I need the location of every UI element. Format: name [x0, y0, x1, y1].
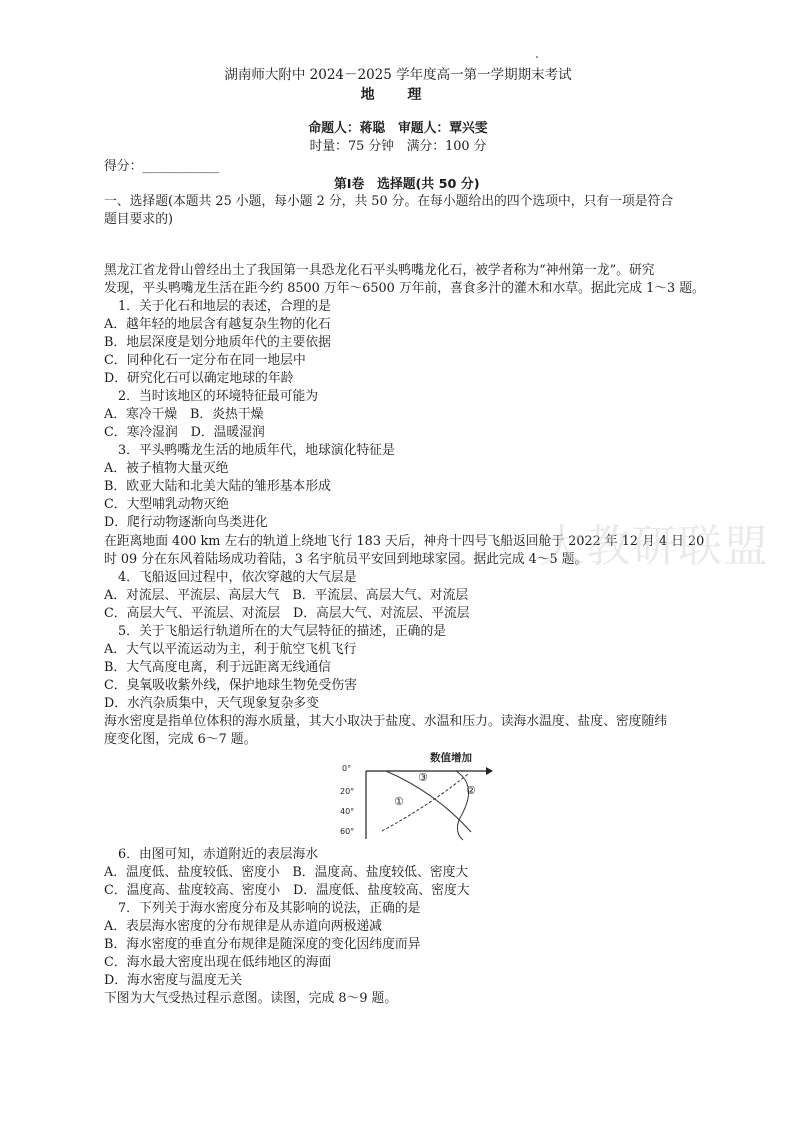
passage-1-line-1: 黑龙江省龙骨山曾经出土了我国第一具恐龙化石平头鸭嘴龙化石，被学者称为“神州第一龙”。研究 — [104, 263, 655, 278]
q5-option-b: B．大气高度电离，利于远距离无线通信 — [104, 660, 331, 675]
q7-option-b: B．海水密度的垂直分布规律是随深度的变化因纬度而异 — [104, 937, 421, 952]
curve-label-3: ③ — [418, 771, 428, 784]
q1-option-c: C．同种化石一定分布在同一地层中 — [104, 353, 306, 368]
q1-stem: 1．关于化石和地层的表述，合理的是 — [118, 299, 331, 314]
passage-4-line-1: 下图为大气受热过程示意图。读图，完成 8～9 题。 — [104, 991, 398, 1006]
passage-1-line-2: 发现，平头鸭嘴龙生活在距今约 8500 万年～6500 万年前，喜食多汁的灌木和水草。据此完成 1～3 题。 — [104, 281, 705, 296]
passage-3-line-2: 度变化图，完成 6～7 题。 — [104, 732, 257, 747]
lat-label-60: 60° — [340, 827, 355, 836]
q5-stem: 5．关于飞船运行轨道所在的大气层特征的描述，正确的是 — [118, 624, 447, 639]
q6-options-ab: A．温度低、盐度较低、密度小 B．温度高、盐度较低、密度大 — [104, 865, 469, 880]
exam-title: 湖南师大附中 2024－2025 学年度高一第一学期期末考试 — [224, 67, 572, 83]
q2-options-ab: A．寒冷干燥 B．炎热干燥 — [104, 407, 264, 422]
q3-option-a: A．被子植物大量灭绝 — [104, 461, 229, 476]
lat-label-40: 40° — [340, 807, 355, 816]
q2-stem: 2．当时该地区的环境特征最可能为 — [118, 389, 319, 404]
q6-options-cd: C．温度高、盐度较高、密度小 D．温度低、盐度较高、密度大 — [104, 883, 470, 898]
curve-label-1: ① — [394, 795, 404, 808]
passage-3-line-1: 海水密度是指单位体积的海水质量，其大小取决于盐度、水温和压力。读海水温度、盐度、密度随纬 — [104, 714, 668, 729]
q4-options-cd: C．高层大气、平流层、对流层 D．高层大气、对流层、平流层 — [104, 606, 470, 621]
q5-option-c: C．臭氧吸收紫外线，保护地球生物免受伤害 — [104, 678, 357, 693]
lat-label-20: 20° — [340, 787, 355, 796]
q7-option-a: A．表层海水密度的分布规律是从赤道向两极递减 — [104, 919, 382, 934]
q4-options-ab: A．对流层、平流层、高层大气 B．平流层、高层大气、对流层 — [104, 588, 469, 603]
passage-2-line-1: 在距离地面 400 km 左右的轨道上绕地飞行 183 天后，神舟十四号飞船返回舱于 2022 年 12 月 4 日 20 — [104, 534, 705, 549]
value-axis-arrow — [486, 767, 493, 775]
curve-2 — [456, 771, 469, 840]
axis-label: 数值增加 — [430, 752, 472, 764]
lat-label-0: 0° — [342, 764, 352, 773]
authors-line: 命题人：蒋聪 审题人：覃兴雯 — [308, 121, 488, 136]
watermark: 大教研联盟 — [540, 521, 770, 572]
q3-stem: 3．平头鸭嘴龙生活的地质年代，地球演化特征是 — [118, 443, 395, 458]
time-score-line: 时量：75 分钟 满分：100 分 — [309, 139, 487, 154]
q5-option-a: A．大气以平流运动为主，利于航空飞机飞行 — [104, 642, 357, 657]
q1-option-a: A．越年轻的地层含有越复杂生物的化石 — [104, 317, 331, 332]
q2-options-cd: C．寒冷湿润 D．温暖湿润 — [104, 425, 265, 440]
q3-option-d: D．爬行动物逐渐向鸟类进化 — [104, 515, 268, 530]
scan-dot — [536, 56, 538, 58]
subject-title: 地 理 — [360, 87, 436, 103]
q1-option-b: B．地层深度是划分地质年代的主要依据 — [104, 335, 331, 350]
q3-option-c: C．大型哺乳动物灭绝 — [104, 497, 229, 512]
part-heading: 第Ⅰ卷 选择题(共 50 分) — [334, 177, 480, 192]
q7-stem: 7．下列关于海水密度分布及其影响的说法，正确的是 — [118, 901, 421, 916]
curve-label-2: ② — [466, 784, 476, 797]
instructions-line-2: 题目要求的) — [104, 212, 173, 227]
score-label: 得分：____________ — [104, 159, 220, 174]
q1-option-d: D．研究化石可以确定地球的年龄 — [104, 371, 294, 386]
q5-option-d: D．水汽杂质集中，天气现象复杂多变 — [104, 696, 320, 711]
instructions-line-1: 一、选择题(本题共 25 小题，每小题 2 分，共 50 分。在每小题给出的四个选项中，只有一项是符合 — [104, 194, 674, 209]
passage-2-line-2: 时 09 分在东风着陆场成功着陆，3 名宇航员平安回到地球家园。据此完成 4～5 题。 — [104, 552, 588, 567]
q7-option-d: D．海水密度与温度无关 — [104, 973, 243, 988]
q4-stem: 4．飞船返回过程中，依次穿越的大气层是 — [118, 570, 357, 585]
q7-option-c: C．海水最大密度出现在低纬地区的海面 — [104, 955, 332, 970]
q3-option-b: B．欧亚大陆和北美大陆的雏形基本形成 — [104, 479, 331, 494]
q6-stem: 6．由图可知，赤道附近的表层海水 — [118, 847, 319, 862]
density-latitude-figure — [336, 744, 496, 844]
